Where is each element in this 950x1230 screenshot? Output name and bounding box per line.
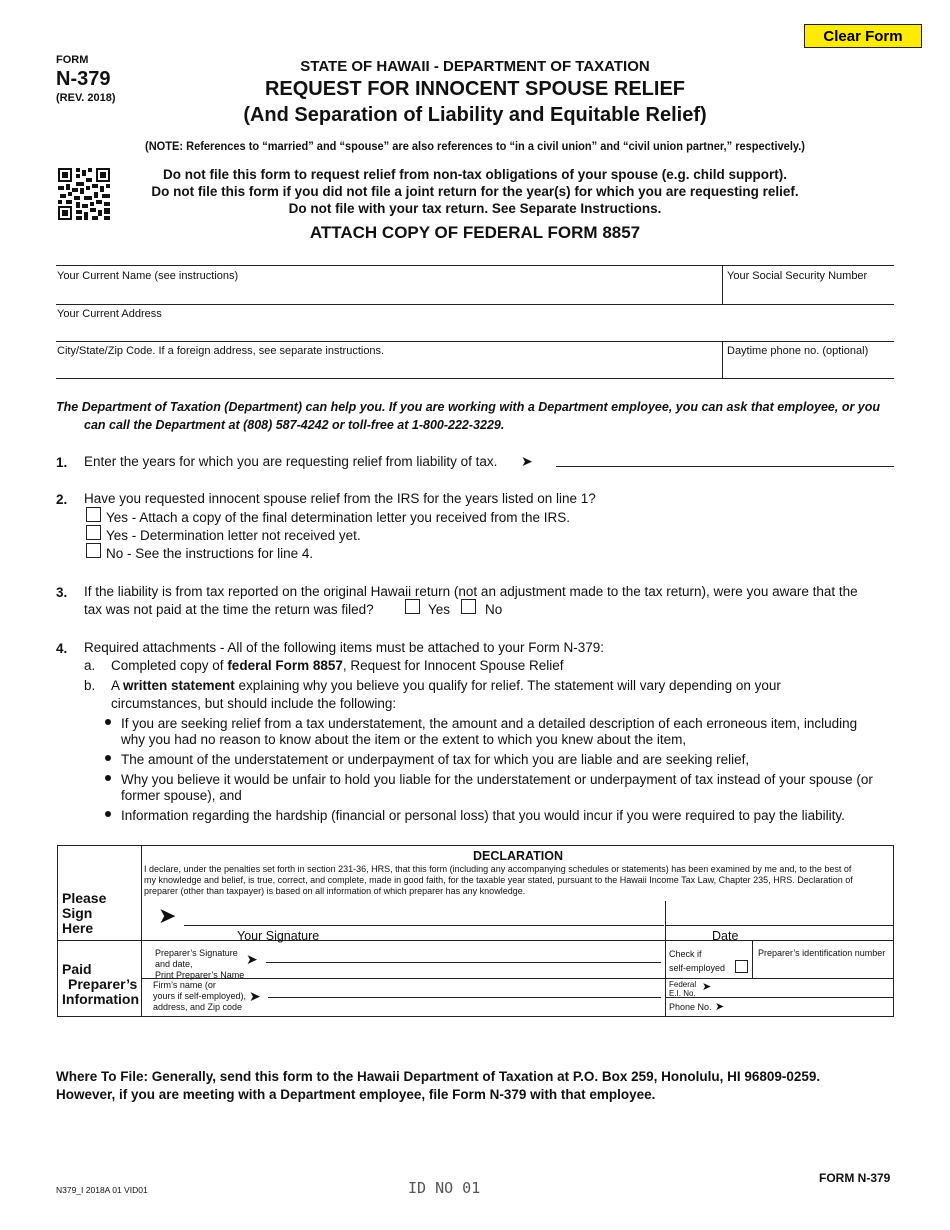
q4-text: Required attachments - All of the following items must be attached to your Form N-379:: [84, 640, 604, 655]
current-name-label: Your Current Name (see instructions): [57, 270, 239, 282]
federal-ein-label: Federal E.I. No.: [669, 980, 697, 998]
ssn-input[interactable]: [724, 284, 892, 304]
bullet-icon: [105, 755, 111, 761]
q4-b-letter: b.: [84, 678, 96, 693]
q4-number: 4.: [56, 641, 68, 656]
preparer-id-input[interactable]: [754, 962, 893, 977]
q2-number: 2.: [56, 492, 68, 507]
federal-ein-input[interactable]: [716, 980, 893, 996]
q2-option-1: Yes - Attach a copy of the final determination letter you received from the IRS.: [106, 510, 570, 525]
current-address-input[interactable]: [56, 322, 892, 341]
where-to-file-line-1: Where To File: Generally, send this form to the Hawaii Department of Taxation at P.O. Box 259, Honolulu, HI 96809-0259.: [56, 1069, 821, 1084]
arrow-icon: ➤: [521, 453, 533, 469]
firm-name-label: Firm’s name (or yours if self-employed), address, and Zip code: [153, 980, 247, 1012]
q2-text: Have you requested innocent spouse relief from the IRS for the years listed on line 1?: [84, 491, 596, 506]
bullet-icon: [105, 719, 111, 725]
arrow-icon: ➤: [246, 951, 258, 967]
warning-line-2: Do not file this form if you did not file a joint return for the year(s) for which you are requesting relief.: [151, 184, 799, 199]
q3-text-line-1: If the liability is from tax reported on the original Hawaii return (not an adjustment made to the tax return), were you aware that the: [84, 584, 858, 599]
footer-form-number: FORM N-379: [819, 1171, 891, 1185]
q3-text-line-2: tax was not paid at the time the return was filed?: [84, 602, 374, 617]
form-label: FORM: [56, 54, 89, 66]
q3-number: 3.: [56, 585, 68, 600]
warning-line-1: Do not file this form to request relief from non-tax obligations of your spouse (e.g. child support).: [162, 167, 788, 182]
q2-option-3: No - See the instructions for line 4.: [106, 546, 314, 561]
signature-arrow-icon: ➤: [158, 903, 177, 928]
q4-bullet-1-cont: why you had no reason to know about the item or the extent to which you knew about the item,: [121, 732, 687, 747]
your-signature-input[interactable]: [184, 906, 664, 926]
city-state-zip-label: City/State/Zip Code. If a foreign address, see separate instructions.: [57, 345, 385, 357]
phone-no-label: Phone No.: [669, 1002, 712, 1012]
q4-b-text: A written statement explaining why you believe you qualify for relief. The statement will vary depending on your: [111, 678, 781, 693]
q4-bullet-3-cont: former spouse), and: [121, 788, 242, 803]
q4-a-letter: a.: [84, 658, 96, 673]
firm-address-input[interactable]: [268, 999, 661, 1015]
help-text-line-2: can call the Department at (808) 587-4242 or toll-free at 1-800-222-3229.: [84, 418, 505, 432]
bullet-icon: [105, 811, 111, 817]
civil-union-note: (NOTE: References to “married” and “spouse” are also references to “in a civil union” and “civil union partner,” respectively.): [145, 139, 805, 153]
form-revision: (REV. 2018): [56, 92, 116, 104]
date-label: Date: [712, 929, 739, 943]
q2-option-2: Yes - Determination letter not received yet.: [106, 528, 361, 543]
self-employed-label: self-employed: [669, 963, 726, 973]
q4-bullet-3: Why you believe it would be unfair to hold you liable for the understatement or underpayment of tax instead of your spouse (or: [121, 772, 873, 787]
preparer-id-label: Preparer’s identification number: [758, 948, 886, 958]
q1-text: Enter the years for which you are requesting relief from liability of tax.: [84, 454, 498, 469]
city-state-zip-input[interactable]: [56, 359, 720, 378]
q3-yes-checkbox[interactable]: [405, 599, 420, 614]
q1-number: 1.: [56, 455, 68, 470]
your-signature-label: Your Signature: [237, 929, 320, 943]
form-code: N379_I 2018A 01 VID01: [56, 1185, 148, 1195]
declaration-title: DECLARATION: [472, 849, 564, 863]
q4-bullet-2: The amount of the understatement or underpayment of tax for which you are liable and are seeking relief,: [121, 752, 750, 767]
please-sign-label: Please Sign Here: [62, 890, 107, 936]
q2-no-checkbox[interactable]: [86, 543, 101, 558]
paid-preparer-label: Paid Preparer’s Information: [62, 961, 139, 1007]
form-subtitle: (And Separation of Liability and Equitable Relief): [243, 104, 707, 126]
phone-label: Daytime phone no. (optional): [727, 345, 869, 357]
attach-form-notice: ATTACH COPY OF FEDERAL FORM 8857: [309, 223, 641, 242]
help-text-line-1: The Department of Taxation (Department) can help you. If you are working with a Department employee, you can ask that employee, or you: [56, 400, 881, 414]
phone-input[interactable]: [724, 359, 892, 378]
q3-no-label: No: [485, 602, 503, 617]
agency-title: STATE OF HAWAII - DEPARTMENT OF TAXATION: [300, 58, 650, 75]
form-number: N-379: [56, 68, 111, 90]
q4-b-text-line-2: circumstances, but should include the following:: [111, 696, 397, 711]
q3-yes-label: Yes: [428, 602, 451, 617]
self-employed-checkbox[interactable]: [735, 960, 748, 973]
declaration-text-1: I declare, under the penalties set forth in section 231-36, HRS, that this form (including any accompanying schedules or statements) has been examined by me and, to the best of: [144, 864, 852, 874]
arrow-icon: ➤: [715, 1001, 725, 1013]
q1-years-input[interactable]: [556, 449, 894, 467]
current-address-label: Your Current Address: [57, 308, 162, 320]
current-name-input[interactable]: [56, 284, 720, 304]
q2-yes-final-checkbox[interactable]: [86, 507, 101, 522]
q2-yes-pending-checkbox[interactable]: [86, 525, 101, 540]
date-input[interactable]: [666, 906, 893, 926]
bullet-icon: [105, 775, 111, 781]
id-number: ID NO 01: [408, 1179, 481, 1197]
q4-a-text: Completed copy of federal Form 8857, Request for Innocent Spouse Relief: [111, 658, 564, 673]
form-title: REQUEST FOR INNOCENT SPOUSE RELIEF: [264, 78, 686, 100]
declaration-text-2: my knowledge and belief, is true, correct, and complete, made in good faith, for the taxable year stated, pursuant to the Hawaii Income Tax Law, Chapter 235, HRS. Declaration of: [144, 875, 853, 885]
arrow-icon: ➤: [249, 988, 261, 1004]
arrow-icon: ➤: [702, 981, 712, 993]
preparer-signature-label: Preparer’s Signature and date, Print Preparer’s Name: [155, 948, 245, 980]
where-to-file-line-2: However, if you are meeting with a Department employee, file Form N-379 with that employee.: [56, 1087, 656, 1102]
q3-no-checkbox[interactable]: [461, 599, 476, 614]
clear-form-button[interactable]: Clear Form: [804, 24, 922, 48]
warning-line-3: Do not file with your tax return. See Separate Instructions.: [288, 201, 662, 216]
q4-bullet-1: If you are seeking relief from a tax understatement, the amount and a detailed description of each erroneous item, including: [121, 716, 858, 731]
preparer-phone-input[interactable]: [729, 999, 893, 1015]
ssn-label: Your Social Security Number: [727, 270, 868, 282]
q4-bullet-4: Information regarding the hardship (financial or personal loss) that you would incur if you were required to pay the liability.: [121, 808, 845, 823]
check-if-label: Check if: [669, 949, 702, 959]
firm-name-input[interactable]: [268, 984, 661, 998]
declaration-text-3: preparer (other than taxpayer) is based on all information of which preparer has any knowledge.: [144, 886, 526, 896]
preparer-signature-input[interactable]: [266, 950, 661, 963]
